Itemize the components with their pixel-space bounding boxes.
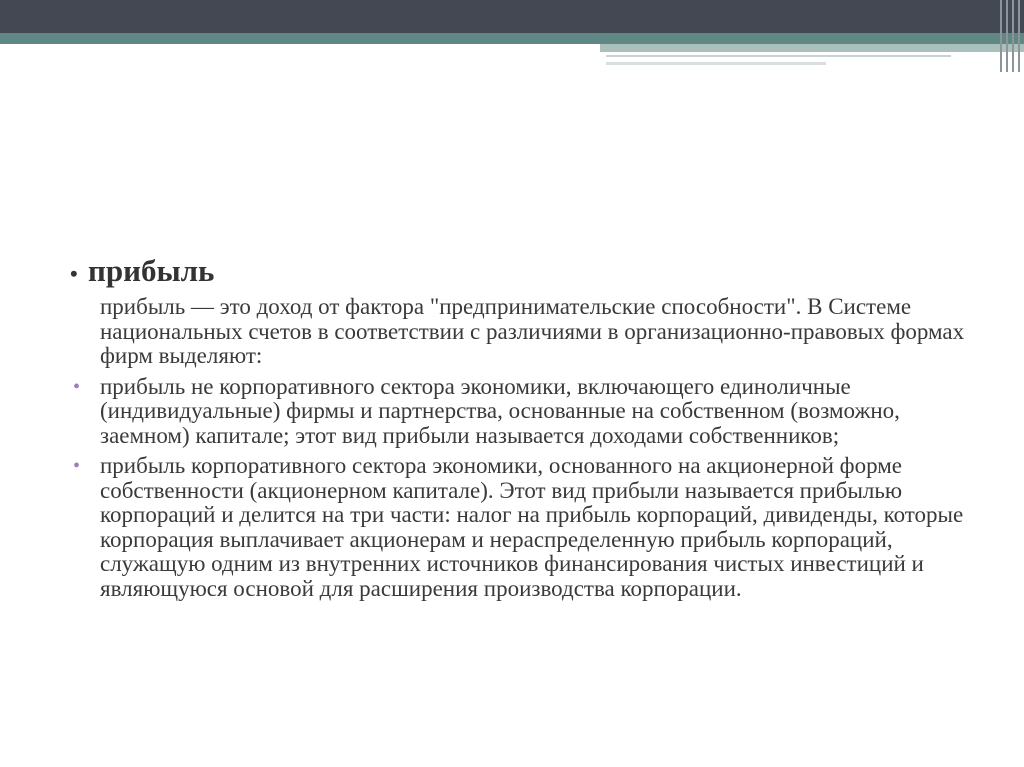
- slide-content: [70, 253, 970, 607]
- paragraph-text: прибыль корпоративного сектора экономики, основанного на акционерной форме собственности (акционерном капитале). Этот вид прибыли называется прибылью корпораций и делится на три части: налог на прибыль корпораций, дивиденды, которые корпорация выплачивает акционерам и нераспределенную прибыль корпораций, служащую одним из внутренних источников финансирования чистых инвестиций и являющуюся основой для расширения производства корпорации.: [100, 453, 964, 601]
- header-dark-band: [0, 0, 1024, 33]
- paragraph-bullet: •: [73, 375, 81, 398]
- paragraph-corporate-profit: [70, 454, 970, 601]
- paragraph-definition: [70, 295, 970, 369]
- header-teal-light-band: [600, 44, 1024, 52]
- heading-bullet: •: [70, 261, 78, 286]
- header-vertical-stripes: [998, 0, 1024, 72]
- paragraph-noncorporate-profit: [70, 375, 970, 449]
- header-accent-line-secondary: [606, 62, 826, 65]
- header-accent-line: [606, 55, 951, 57]
- slide-heading: [70, 253, 970, 289]
- heading-text: прибыль: [88, 253, 215, 288]
- paragraph-text: прибыль — это доход от фактора "предпринимательские способности". В Системе национальных счетов в соответствии с различиями в организационно-правовых формах фирм выделяют:: [100, 294, 965, 368]
- paragraph-text: прибыль не корпоративного сектора экономики, включающего единоличные (индивидуальные) фирмы и партнерства, основанные на собственном (возможно, заемном) капитале; этот вид прибыли называется доходами собственников;: [100, 373, 900, 448]
- header-teal-band: [0, 33, 1024, 44]
- paragraph-bullet: •: [73, 455, 81, 477]
